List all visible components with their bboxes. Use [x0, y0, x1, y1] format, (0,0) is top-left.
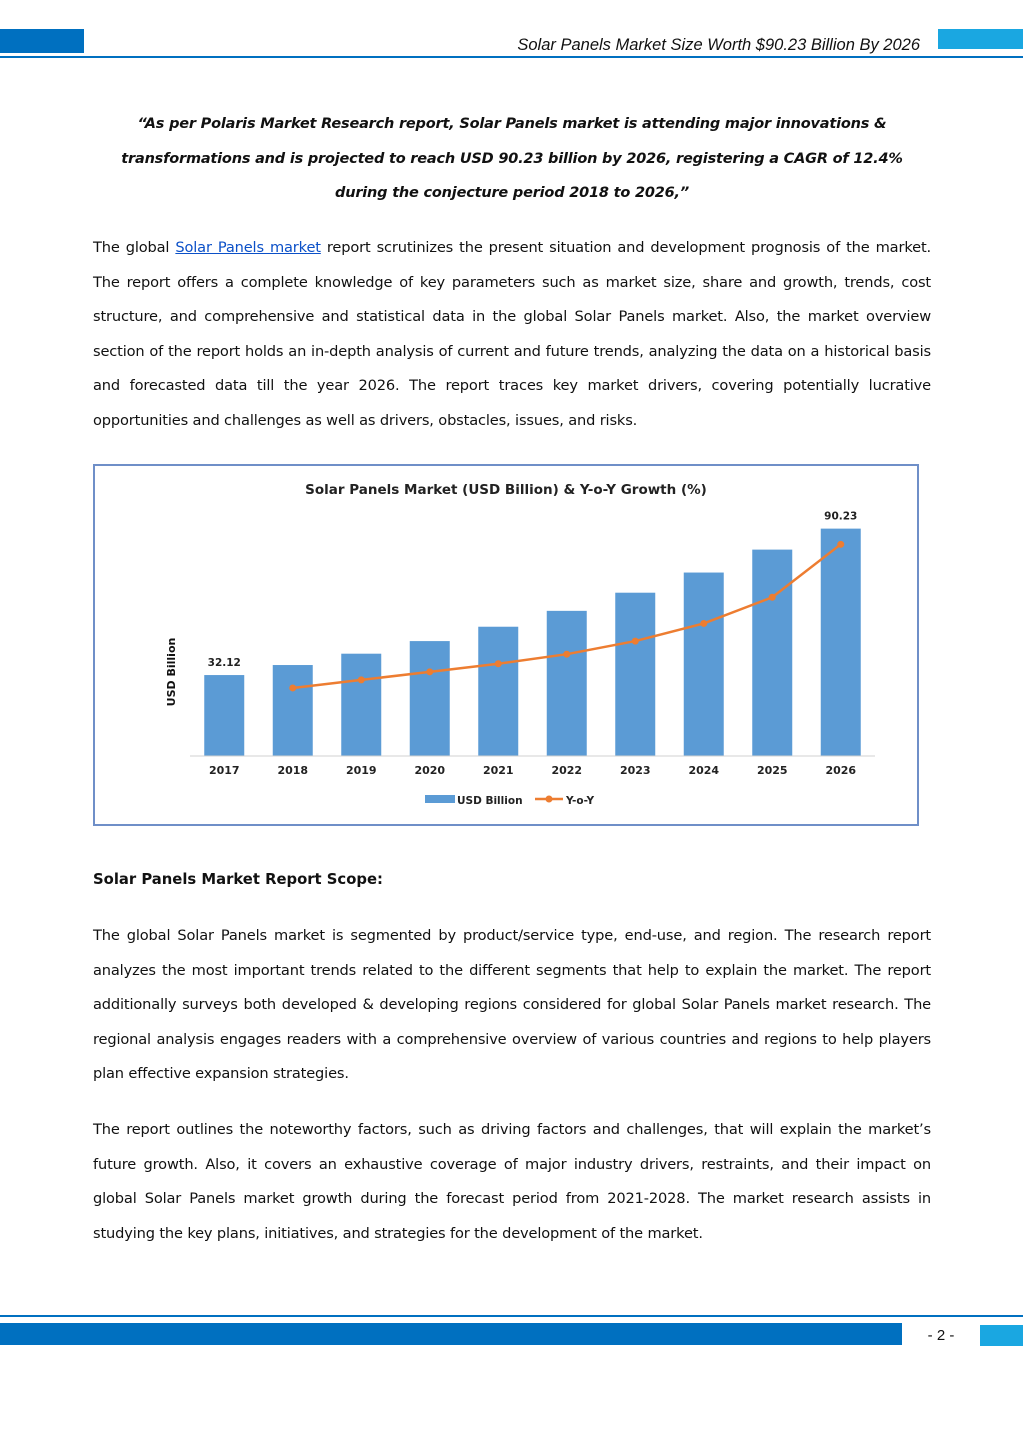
- intro-body: report scrutinizes the present situation and development prognosis of the market. The report offers a complete knowledge of key parameters such as market size, share and growth, trends, cost structure, and comprehensive and statistical data in the global Solar Panels market. Also, the market overview section of the report holds an in-depth analysis of current and future trends, analyzing the data on a historical basis and forecasted data till the year 2026. The report traces key market drivers, covering potentially lucrative opportunities and challenges as well as drivers, obstacles, issues, and risks.: [93, 239, 932, 429]
- bar-2026: [821, 529, 861, 756]
- yoy-point: [700, 620, 707, 627]
- legend-marker-yoy: [546, 796, 553, 803]
- chart-svg: [95, 466, 917, 824]
- intro-paragraph: [93, 231, 931, 439]
- bar-2020: [410, 641, 450, 756]
- yoy-point: [289, 684, 296, 691]
- chart-title: Solar Panels Market (USD Billion) & Y-o-Y Growth (%): [305, 482, 707, 498]
- header-right-bar: [938, 29, 1023, 49]
- legend-label-usd-billion: USD Billion: [457, 795, 523, 807]
- x-tick-label: 2018: [277, 764, 309, 777]
- page-number: - 2 -: [927, 1327, 955, 1344]
- yoy-point: [632, 638, 639, 645]
- yoy-point: [426, 668, 433, 675]
- x-tick-label: 2022: [551, 764, 583, 777]
- x-tick-label: 2025: [756, 764, 788, 777]
- x-tick-label: 2020: [414, 764, 446, 777]
- yoy-point: [837, 541, 844, 548]
- footer-right-bar: [980, 1325, 1023, 1346]
- x-tick-label: 2024: [688, 764, 720, 777]
- bar-2019: [341, 654, 381, 756]
- scope-paragraph-2: The report outlines the noteworthy factors, such as driving factors and challenges, that will explain the market’s future growth. Also, it covers an exhaustive coverage of major industry drivers, restraints, and their impact on global Solar Panels market growth during the forecast period from 2021-2028. The market research assists in studying the key plans, initiatives, and strategies for the development of the market.: [93, 1121, 931, 1242]
- data-label: 90.23: [824, 510, 858, 523]
- x-tick-label: 2023: [619, 764, 651, 777]
- header-left-bar: [0, 29, 84, 53]
- yoy-point: [495, 660, 502, 667]
- intro-prefix: The global: [93, 239, 176, 256]
- x-tick-label: 2021: [482, 764, 514, 777]
- footer-rule: [0, 1315, 1023, 1317]
- x-tick-label: 2026: [825, 764, 857, 777]
- bar-2017: [204, 675, 244, 756]
- bar-2021: [478, 627, 518, 756]
- chart-y-axis-label: USD Billion: [165, 637, 178, 707]
- bar-2024: [684, 573, 724, 756]
- scope-paragraph-1: The global Solar Panels market is segmented by product/service type, end-use, and region. The research report analyzes the most important trends related to the different segments that help to explain the market. The report additionally surveys both developed & developing regions considered for global Solar Panels market research. The regional analysis engages readers with a comprehensive overview of various countries and regions to help players plan effective expansion strategies.: [93, 927, 931, 1083]
- header-title: Solar Panels Market Size Worth $90.23 Billion By 2026: [517, 36, 920, 54]
- x-tick-label: 2017: [208, 764, 240, 777]
- bar-2025: [752, 550, 792, 756]
- yoy-point: [769, 594, 776, 601]
- legend-swatch-usd-billion: [425, 795, 455, 803]
- lead-quote: “As per Polaris Market Research report, Solar Panels market is attending major innovations & transformations and is projected to reach USD 90.23 billion by 2026, registering a CAGR of 12.4% during the conjecture period 2018 to 2026,”: [121, 116, 903, 201]
- bar-2023: [615, 593, 655, 756]
- solar-panels-market-link[interactable]: Solar Panels market: [175, 239, 321, 256]
- yoy-point: [358, 676, 365, 683]
- footer-bar: [0, 1323, 902, 1345]
- data-label: 32.12: [207, 657, 241, 670]
- market-chart: [93, 464, 919, 826]
- header-rule: [0, 56, 1023, 58]
- bar-2018: [273, 665, 313, 756]
- scope-heading: Solar Panels Market Report Scope:: [93, 871, 383, 888]
- legend-label-yoy: Y-o-Y: [566, 795, 595, 807]
- x-tick-label: 2019: [345, 764, 377, 777]
- bar-2022: [547, 611, 587, 756]
- yoy-point: [563, 651, 570, 658]
